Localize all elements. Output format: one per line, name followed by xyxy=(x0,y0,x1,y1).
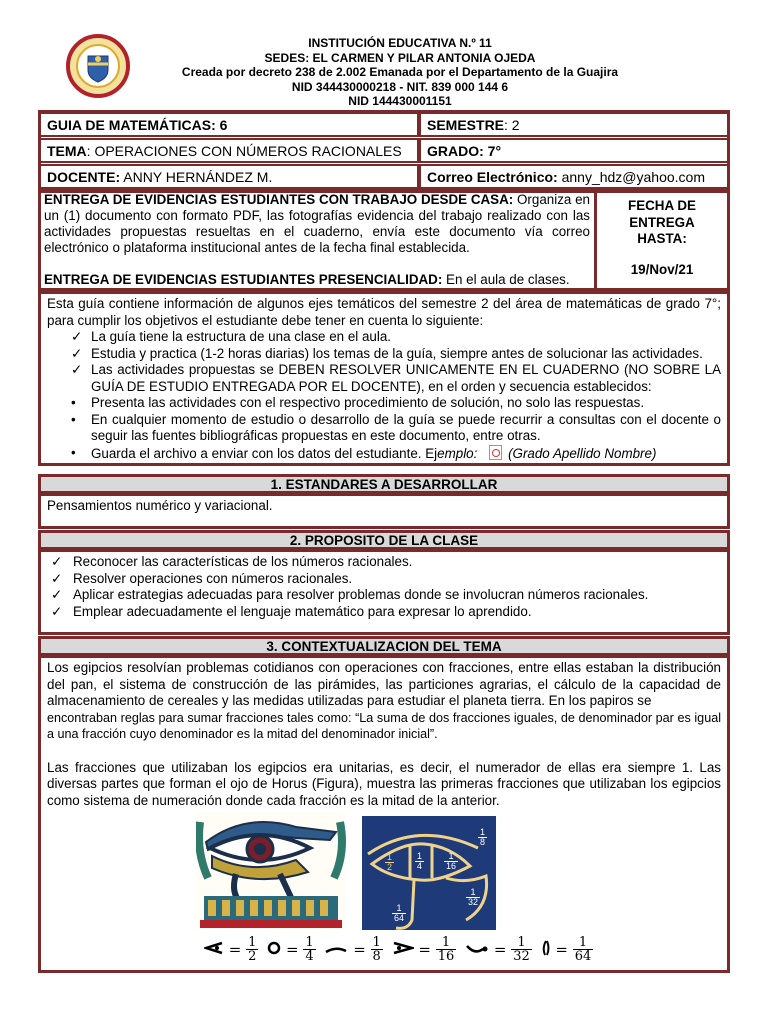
semestre-label: SEMESTRE xyxy=(427,117,505,133)
intro-section xyxy=(38,291,730,466)
section2-title-bar xyxy=(38,530,730,550)
fecha-cell xyxy=(604,198,720,278)
purpose-item-text: Resolver operaciones con números racionales. xyxy=(73,570,353,586)
section3-title-bar xyxy=(38,636,730,656)
check-icon: ✓ xyxy=(71,345,83,361)
check-icon: ✓ xyxy=(71,362,83,377)
purpose-item-text: Reconocer las características de los números racionales. xyxy=(73,554,413,569)
guia-cell xyxy=(39,112,419,137)
fecha-divider xyxy=(594,190,597,291)
check-icon: ✓ xyxy=(71,329,83,344)
eye-label-half: 1 2 xyxy=(387,852,393,872)
intro-item xyxy=(47,329,721,346)
right-eye-glyph-icon xyxy=(392,941,414,959)
fraction-equations-row: = $\frac{1}{2}$ = $\frac{1}{4}$ = $\frac{1}{8}$ = $\frac{1}{16}$ = $\frac{1}{32}$ = $\frac{1}{64}$ xyxy=(204,936,524,970)
eye-of-horus-colored-image xyxy=(196,812,346,930)
eye-of-horus-fraction-diagram xyxy=(362,816,496,930)
context-paragraph-1b: encontraban reglas para sumar fracciones tales como: “La suma de dos fracciones iguales, de denominador par es igual a una fracción cuyo denominador es la mitad del denominador inicial”. xyxy=(47,710,721,741)
intro-item-text: Presenta las actividades con el respectivo procedimiento de solución, no solo las respuestas. xyxy=(91,395,645,410)
check-icon: ✓ xyxy=(51,570,63,586)
intro-item xyxy=(47,362,721,395)
header-line-1: INSTITUCIÓN EDUCATIVA N.º 11 xyxy=(308,36,492,50)
section2-body xyxy=(38,549,730,635)
school-logo xyxy=(66,34,130,98)
purpose-item xyxy=(47,587,721,604)
section1-body xyxy=(38,493,730,529)
intro-item xyxy=(47,395,721,412)
equation-fraction: $\frac{1}{2}$ xyxy=(248,935,257,964)
header-line-4: NID 344430000218 - NIT. 839 000 144 6 xyxy=(291,79,509,94)
equation-fraction: $\frac{1}{64}$ xyxy=(574,935,592,964)
entrega-presencial xyxy=(44,272,592,288)
guia-label: GUIA DE MATEMÁTICAS: 6 xyxy=(47,117,228,133)
check-icon: ✓ xyxy=(51,554,63,569)
section3-title: 3. CONTEXTUALIZACION DEL TEMA xyxy=(266,639,502,654)
example-label: emplo: xyxy=(437,445,478,461)
bullet-icon: • xyxy=(71,395,76,410)
entrega-casa-text: Organiza en un (1) documento con formato PDF, las fotografías evidencia del trabajo realizado con las actividades propuestas resueltas en el cuaderno, envía este documento vía correo electrónico o plataforma institucional antes de la fecha final establecida. xyxy=(44,192,590,255)
intro-text: Esta guía contiene información de algunos ejes temáticos del semestre 2 del área de matemáticas de grado 7°; para cumplir los objetivos el estudiante debe tener en cuenta lo siguiente: xyxy=(47,296,721,328)
docente-label: DOCENTE: xyxy=(47,169,121,185)
eye-label-sixteenth: 1 16 xyxy=(446,851,457,871)
equation-fraction: $\frac{1}{4}$ xyxy=(305,935,314,964)
header-line-5: NID 144430001151 xyxy=(348,94,452,108)
entrega-casa-label: ENTREGA DE EVIDENCIAS ESTUDIANTES CON TRABAJO DESDE CASA: xyxy=(44,192,514,207)
tema-cell xyxy=(39,138,419,163)
correo-value[interactable]: anny_hdz@yahoo.com xyxy=(557,169,706,185)
header-line-3: Creada por decreto 238 de 2.002 Emanada por el Departamento de la Guajira xyxy=(181,65,619,79)
intro-item-text: Las actividades propuestas se DEBEN RESOLVER UNICAMENTE EN EL CUADERNO (NO SOBRE LA GUÍA DE ESTUDIO ENTREGADA POR EL DOCENTE), en el orden y secuencia establecidos: xyxy=(91,362,721,394)
check-icon: ✓ xyxy=(51,587,63,602)
docente-cell xyxy=(39,164,419,189)
section1-text: Pensamientos numérico y variacional. xyxy=(47,498,273,513)
intro-item xyxy=(47,412,721,445)
pdf-icon xyxy=(489,445,502,460)
equation-fraction: $\frac{1}{16}$ xyxy=(437,935,455,964)
tema-value: : OPERACIONES CON NÚMEROS RACIONALES xyxy=(86,143,402,159)
eye-glyph-icon xyxy=(204,941,224,959)
grado-value: GRADO: 7° xyxy=(427,143,502,159)
institution-header xyxy=(150,36,650,109)
bullet-icon: • xyxy=(71,411,76,427)
grado-cell xyxy=(419,138,729,163)
docente-value: ANNY HERNÁNDEZ M. xyxy=(120,169,273,185)
fecha-label: FECHA DE ENTREGA HASTA: xyxy=(628,198,696,246)
example-value: (Grado Apellido Nombre) xyxy=(508,445,657,461)
section1-title-bar xyxy=(38,474,730,494)
purpose-item xyxy=(47,604,721,621)
purpose-item-text: Aplicar estrategias adecuadas para resolver problemas donde se involucran números racionales. xyxy=(73,587,649,602)
equation-fraction: $\frac{1}{32}$ xyxy=(513,935,530,964)
equation-fraction: $\frac{1}{8}$ xyxy=(372,935,381,964)
curl-glyph-icon xyxy=(465,941,489,959)
entrega-text xyxy=(44,192,590,256)
purpose-item-text: Emplear adecuadamente el lenguaje matemático para expresar lo aprendido. xyxy=(73,603,532,619)
fecha-value: 19/Nov/21 xyxy=(630,261,694,277)
context-paragraph-2: Las fracciones que utilizaban los egipcios era unitarias, es decir, el numerador de ellas era siempre 1. Las diversas partes que forman el ojo de Horus (Figura), muestra las primeras fracciones que utilizaban los egipcios como sistema de numeración donde cada fracción es la mitad de la anterior. xyxy=(47,759,721,808)
semestre-cell xyxy=(419,112,729,137)
entrega-presencial-text: En el aula de clases. xyxy=(442,272,570,287)
eye-label-thirty-second: 1 32 xyxy=(468,887,479,907)
intro-item xyxy=(47,445,721,463)
pupil-glyph-icon xyxy=(267,941,281,959)
eye-label-quarter: 1 4 xyxy=(417,851,423,871)
eye-label-sixty-fourth: 1 64 xyxy=(394,903,405,923)
eye-label-eighth: 1 8 xyxy=(480,827,486,847)
correo-label: Correo Electrónico: xyxy=(427,169,558,185)
context-paragraph-1a: Los egipcios resolvían problemas cotidianos con operaciones con fracciones, entre ellas estaban la distribución del pan, el sistema de construcción de las pirámides, las particiones agrarias, el cálculo de la capacidad de almacenamiento de cereales y las medidas utilizadas para estudiar el planeta tierra. En los papiros se xyxy=(47,660,721,708)
intro-list xyxy=(47,329,721,462)
tema-label: TEMA xyxy=(47,143,87,159)
purpose-list xyxy=(47,554,721,620)
purpose-item xyxy=(47,571,721,588)
entrega-presencial-label: ENTREGA DE EVIDENCIAS ESTUDIANTES PRESENCIALIDAD: xyxy=(44,272,443,287)
section1-title: 1. ESTANDARES A DESARROLLAR xyxy=(270,477,498,492)
purpose-item xyxy=(47,554,721,571)
intro-item-text: Estudia y practica (1-2 horas diarias) los temas de la guía, siempre antes de solucionar las actividades. xyxy=(91,345,703,361)
eyebrow-glyph-icon xyxy=(324,941,348,959)
check-icon: ✓ xyxy=(51,603,63,619)
intro-item-text: Guarda el archivo a enviar con los datos del estudiante. Ej xyxy=(91,445,438,461)
teardrop-glyph-icon xyxy=(541,940,551,960)
section2-title: 2. PROPOSITO DE LA CLASE xyxy=(289,533,479,548)
intro-item xyxy=(47,346,721,363)
correo-cell xyxy=(419,164,729,189)
bullet-icon: • xyxy=(71,444,76,460)
semestre-value: : 2 xyxy=(504,117,520,133)
intro-item-text: La guía tiene la estructura de una clase en el aula. xyxy=(91,329,392,344)
intro-item-text: En cualquier momento de estudio o desarrollo de la guía se puede recurrir a consultas con el docente o seguir las fuentes bibliográficas propuestas en este documento, entre otras. xyxy=(91,411,721,443)
header-line-2: SEDES: EL CARMEN Y PILAR ANTONIA OJEDA xyxy=(264,50,536,65)
